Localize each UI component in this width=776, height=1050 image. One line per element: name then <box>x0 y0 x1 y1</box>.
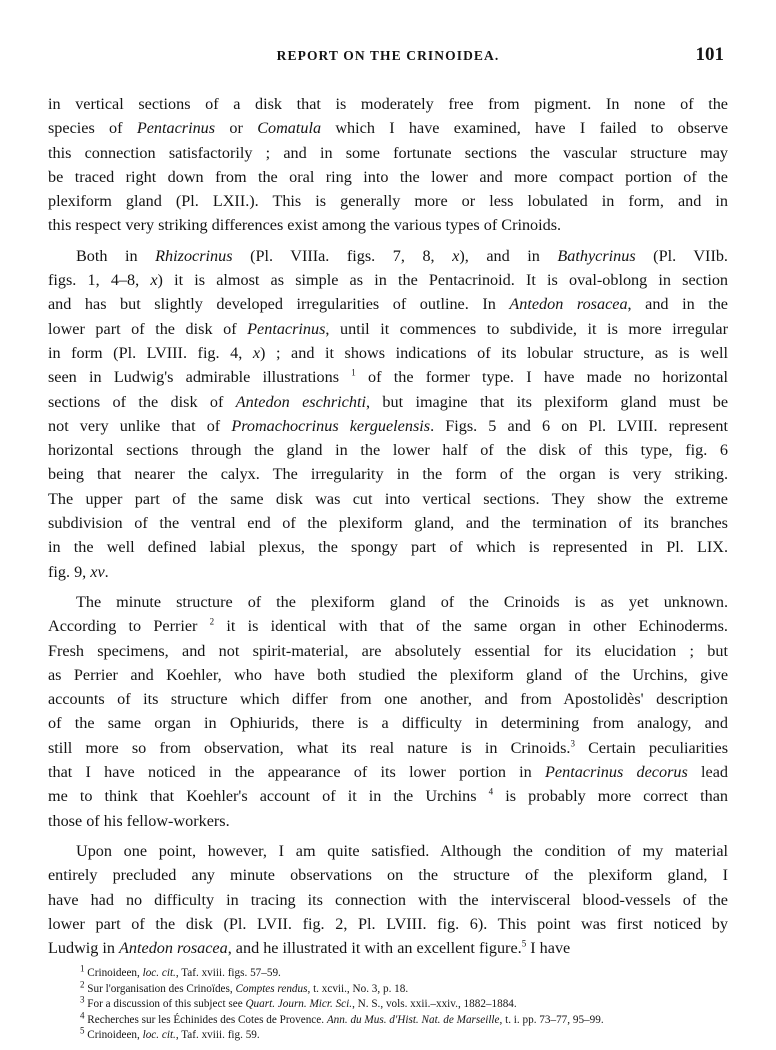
running-title: REPORT ON THE CRINOIDEA. <box>276 48 500 63</box>
text-line: be traced right down from the oral ring into the lower and more compact portion of the <box>48 167 728 186</box>
text-line: still more so from observation, what its real nature is in Crinoids.$^3$ Certain peculiarities <box>48 738 729 757</box>
paragraph <box>48 92 728 238</box>
footnote: $^1$ Crinoideen, loc. cit., Taf. xviii. figs. 57–59. <box>80 963 281 980</box>
text-line: those of his fellow-workers. <box>48 811 230 830</box>
text-line: entirely precluded any minute observations on the structure of the plexiform gland, I <box>48 866 728 885</box>
footnotes <box>48 963 728 1043</box>
text-line: seen in Ludwig's admirable illustrations $^1$ of the former type. I have made no horizontal <box>48 367 728 387</box>
text-line: horizontal sections through the gland in the lower half of the disk of this type, fig. 6 <box>48 441 728 460</box>
text-line: The upper part of the same disk was cut into vertical sections. They show the extreme <box>48 489 728 508</box>
footnote: $^2$ Sur l'organisation des Crinoïdes, Comptes rendus, t. xcvii., No. 3, p. 18. <box>80 979 409 995</box>
text-line: of the same organ in Ophiurids, there is a difficulty in determining from analogy, and <box>48 714 728 733</box>
text-line: fig. 9, xv. <box>48 562 109 581</box>
text-line: as Perrier and Koehler, who have both studied the plexiform gland of the Urchins, give <box>48 665 728 684</box>
text-line: that I have noticed in the appearance of its lower portion in Pentacrinus decorus lead <box>48 763 728 782</box>
text-line: Upon one point, however, I am quite satisfied. Although the condition of my material <box>76 841 728 860</box>
text-line: this respect very striking differences exist among the various types of Crinoids. <box>48 216 562 235</box>
text-line: sections of the disk of Antedon eschrichti, but imagine that its plexiform gland must be <box>48 392 729 411</box>
text-line: The minute structure of the plexiform gland of the Crinoids is as yet unknown. <box>76 592 728 611</box>
text-line: plexiform gland (Pl. LXII.). This is generally more or less lobulated in form, and in <box>48 192 728 211</box>
text-line: lower part of the disk of Pentacrinus, until it commences to subdivide, it is more irregular <box>48 319 728 338</box>
text-line: According to Perrier $^2$ it is identical with that of the same organ in other Echinoderms. <box>48 616 728 636</box>
text-line: subdivision of the ventral end of the plexiform gland, and the termination of its branches <box>48 514 728 533</box>
paragraph <box>48 590 728 833</box>
text-line: lower part of the disk (Pl. LVII. fig. 2, Pl. LVIII. fig. 6). This point was first noticed by <box>48 914 728 933</box>
text-line: Ludwig in Antedon rosacea, and he illustrated it with an excellent figure.$^5$ I have <box>48 938 571 958</box>
text-line: in form (Pl. LVIII. fig. 4, x) ; and it shows indications of its lobular structure, as is well <box>48 343 728 362</box>
footnote: $^5$ Crinoideen, loc. cit., Taf. xviii. fig. 59. <box>80 1025 260 1042</box>
text-line: in the well defined labial plexus, the spongy part of which is represented in Pl. LIX. <box>48 538 728 557</box>
footnote: $^3$ For a discussion of this subject see Quart. Journ. Micr. Sci., N. S., vols. xxii.–xxiv., 1882–1884. <box>80 994 517 1011</box>
text-line: not very unlike that of Promachocrinus kerguelensis. Figs. 5 and 6 on Pl. LVIII. represent <box>48 416 728 435</box>
text-line: have had no difficulty in tracing its connection with the intervisceral blood-vessels of the <box>48 890 728 909</box>
text-line: Fresh specimens, and not spirit-material, are absolutely essential for its elucidation ; but <box>48 641 728 660</box>
running-header <box>48 44 728 70</box>
footnote: $^4$ Recherches sur les Échinides des Cotes de Provence. Ann. du Mus. d'Hist. Nat. de Marseille, t. i. pp. 73–77, 95–99. <box>80 1009 604 1026</box>
text-line: me to think that Koehler's account of it in the Urchins $^4$ is probably more correct than <box>48 786 728 806</box>
paragraph <box>48 839 728 960</box>
text-line: in vertical sections of a disk that is moderately free from pigment. In none of the <box>48 95 728 113</box>
text-line: Both in Rhizocrinus (Pl. VIIIa. figs. 7, 8, x), and in Bathycrinus (Pl. VIIb. <box>76 246 728 265</box>
text-line: species of Pentacrinus or Comatula which I have examined, have I failed to observe <box>48 119 729 138</box>
text-line: and has but slightly developed irregularities of outline. In Antedon rosacea, and in the <box>48 295 728 314</box>
text-line: figs. 1, 4–8, x) it is almost as simple as in the Pentacrinoid. It is oval-oblong in section <box>48 271 729 290</box>
text-line: accounts of its structure which differ from one another, and from Apostolidès' description <box>48 690 728 709</box>
text-line: this connection satisfactorily ; and in some fortunate sections the vascular structure may <box>48 143 728 162</box>
text-line: being that nearer the calyx. The irregularity in the form of the organ is very striking. <box>48 465 728 484</box>
body-text <box>48 92 728 960</box>
page-number: 101 <box>695 44 724 65</box>
paragraph <box>48 244 728 584</box>
